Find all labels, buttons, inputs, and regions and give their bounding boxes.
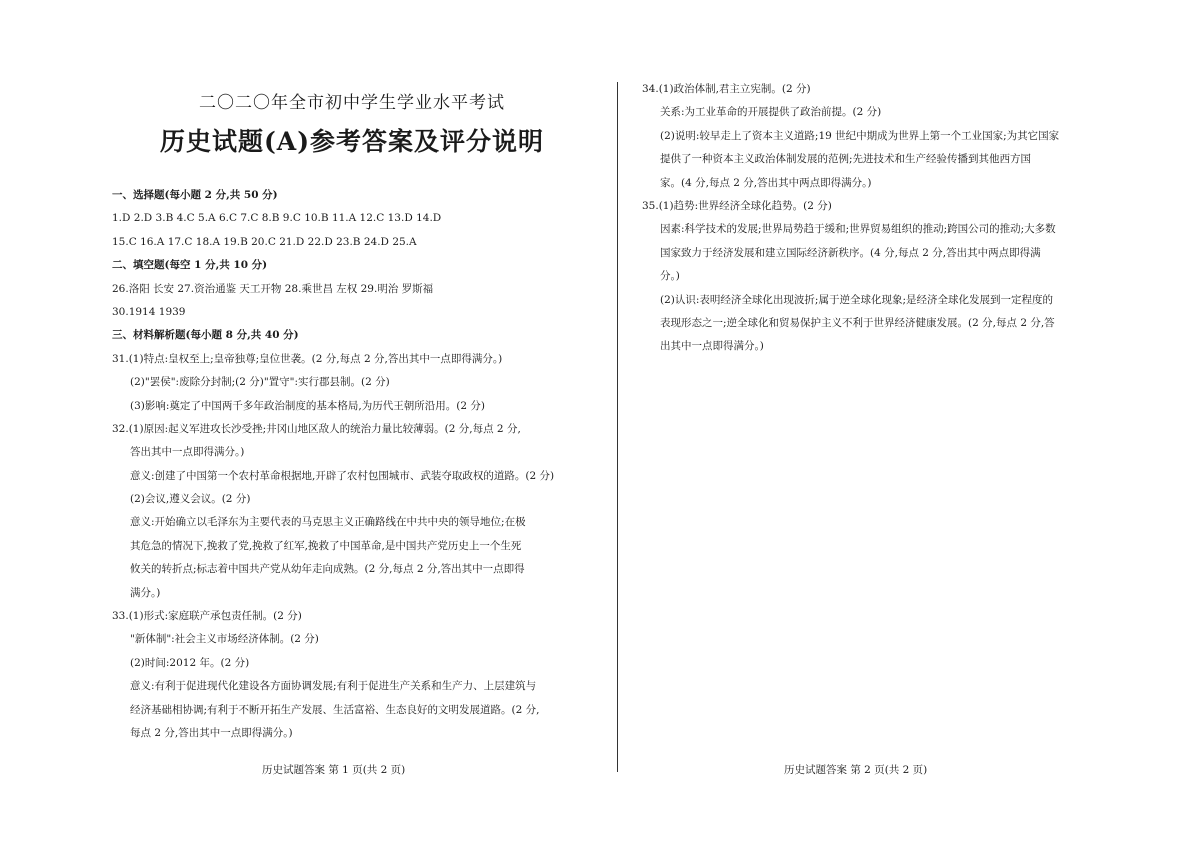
answer-line: 32.(1)原因:起义军进攻长沙受挫;井冈山地区敌人的统治力量比较薄弱。(2 分,每点 2 分, <box>112 422 521 435</box>
answer-line: 国家致力于经济发展和建立国际经济新秩序。(4 分,每点 2 分,答出其中两点即得满 <box>660 246 1041 259</box>
main-title: 历史试题(A)参考答案及评分说明 <box>159 127 545 156</box>
exam-title: 二〇二〇年全市初中学生学业水平考试 <box>199 93 505 113</box>
answer-line: 35.(1)趋势:世界经济全球化趋势。(2 分) <box>642 199 832 212</box>
answer-line: 答出其中一点即得满分。) <box>130 446 245 459</box>
answer-line: 出其中一点即得满分。) <box>660 340 764 353</box>
answer-line: 其危急的情况下,挽救了党,挽救了红军,挽救了中国革命,是中国共产党历史上一个生死 <box>130 539 522 552</box>
answer-line: 30.1914 1939 <box>112 305 186 318</box>
section-heading: 三、材料解析题(每小题 8 分,共 40 分) <box>112 329 299 342</box>
answer-line: (3)影响:奠定了中国两千多年政治制度的基本格局,为历代王朝所沿用。(2 分) <box>130 399 485 412</box>
answer-line: 因素:科学技术的发展;世界局势趋于缓和;世界贸易组织的推动;跨国公司的推动;大多数 <box>660 223 1056 236</box>
section-heading: 二、填空题(每空 1 分,共 10 分) <box>112 259 268 272</box>
answer-line: 分。) <box>660 270 680 283</box>
page-footer-1: 历史试题答案 第 1 页(共 2 页) <box>262 764 406 776</box>
page-footer-2: 历史试题答案 第 2 页(共 2 页) <box>784 764 928 776</box>
answer-line: 意义:有利于促进现代化建设各方面协调发展;有利于促进生产关系和生产力、上层建筑与 <box>130 680 537 693</box>
answer-page-2 <box>642 0 1120 849</box>
answer-line: 关系:为工业革命的开展提供了政治前提。(2 分) <box>660 106 882 119</box>
answer-line: (2)会议,遵义会议。(2 分) <box>130 493 251 506</box>
answer-line: 34.(1)政治体制,君主立宪制。(2 分) <box>642 83 811 95</box>
answer-line: 26.洛阳 长安 27.资治通鉴 天工开物 28.乘世昌 左权 29.明治 罗斯福 <box>112 282 434 295</box>
answer-line: 33.(1)形式:家庭联产承包责任制。(2 分) <box>112 610 302 623</box>
answer-body-page-1 <box>112 184 592 745</box>
page-divider <box>617 82 618 772</box>
answer-body-page-2 <box>642 78 1120 359</box>
answer-line: 每点 2 分,答出其中一点即得满分。) <box>130 726 293 739</box>
answer-line: 意义:开始确立以毛泽东为主要代表的马克思主义正确路线在中共中央的领导地位;在极 <box>130 516 526 529</box>
section-heading: 一、选择题(每小题 2 分,共 50 分) <box>112 189 278 201</box>
answer-line: 经济基础相协调;有利于不断开拓生产发展、生活富裕、生态良好的文明发展道路。(2 分, <box>130 703 540 716</box>
answer-line: 攸关的转折点;标志着中国共产党从幼年走向成熟。(2 分,每点 2 分,答出其中一点即得 <box>130 563 525 576</box>
answer-line: 表现形态之一;逆全球化和贸易保护主义不利于世界经济健康发展。(2 分,每点 2 分,答 <box>660 316 1055 329</box>
answer-line: 提供了一种资本主义政治体制发展的范例;先进技术和生产经验传播到其他西方国 <box>660 153 1032 166</box>
answer-line: 满分。) <box>130 586 161 599</box>
answer-line: "新体制":社会主义市场经济体制。(2 分) <box>130 633 319 646</box>
answer-page-1 <box>112 0 592 849</box>
answer-line: 15.C 16.A 17.C 18.A 19.B 20.C 21.D 22.D 23.B 24.D 25.A <box>112 235 417 248</box>
answer-line: (2)时间:2012 年。(2 分) <box>130 656 250 669</box>
answer-line: (2)认识:表明经济全球化出现波折;属于逆全球化现象;是经济全球化发展到一定程度的 <box>660 293 1053 306</box>
answer-line: (2)说明:较早走上了资本主义道路;19 世纪中期成为世界上第一个工业国家;为其它国家 <box>660 129 1060 142</box>
answer-line: 意义:创建了中国第一个农村革命根据地,开辟了农村包围城市、武装夺取政权的道路。(2 分) <box>130 469 555 482</box>
answer-line: 1.D 2.D 3.B 4.C 5.A 6.C 7.C 8.B 9.C 10.B 11.A 12.C 13.D 14.D <box>112 212 442 225</box>
answer-line: 家。(4 分,每点 2 分,答出其中两点即得满分。) <box>660 176 872 189</box>
answer-line: 31.(1)特点:皇权至上;皇帝独尊;皇位世袭。(2 分,每点 2 分,答出其中一点即得满分。) <box>112 352 503 365</box>
answer-line: (2)"罢侯":废除分封制;(2 分)"置守":实行郡县制。(2 分) <box>130 376 390 389</box>
